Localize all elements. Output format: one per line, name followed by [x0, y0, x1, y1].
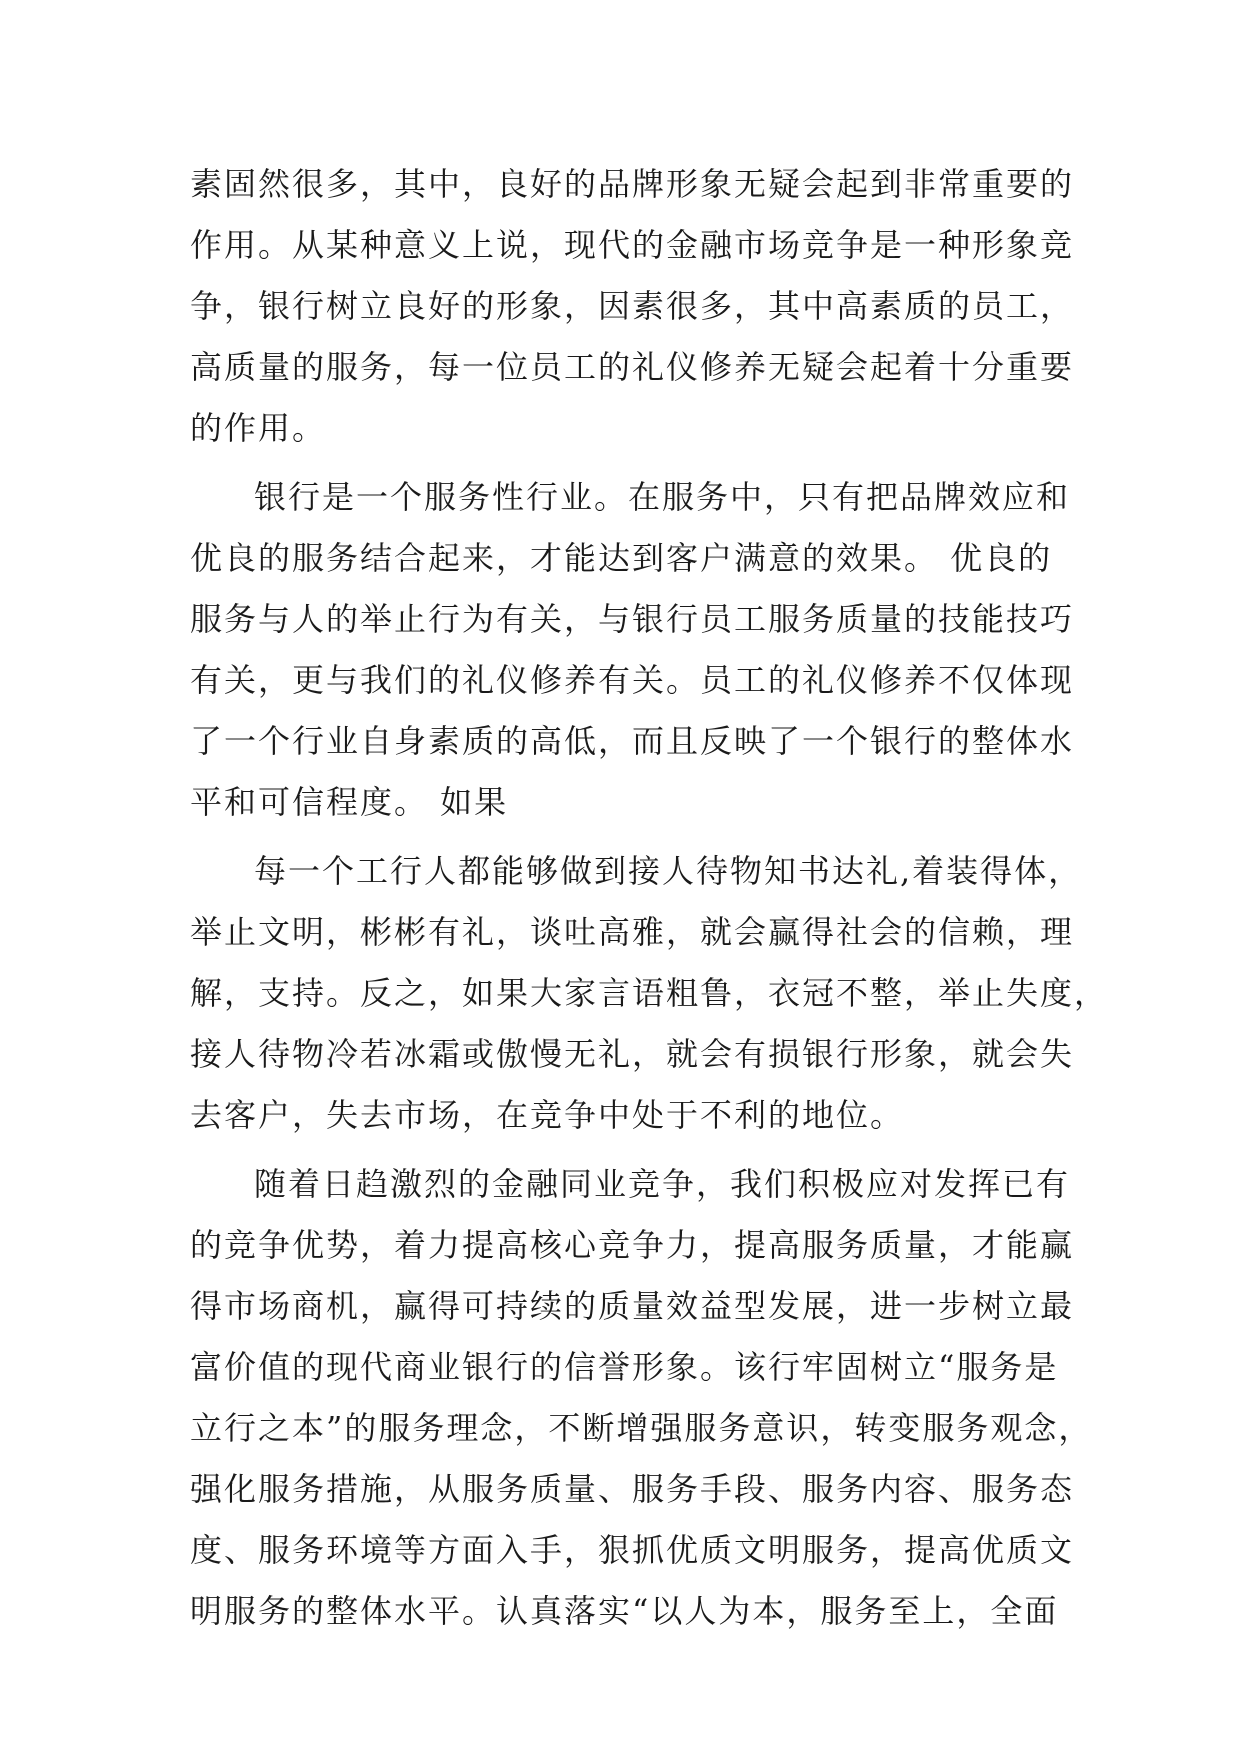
paragraph-line: 服务与人的举止行为有关，与银行员工服务质量的技能技巧 — [190, 600, 1075, 638]
paragraph-first-line: 每一个工行人都能够做到接人待物知书达礼,着装得体， — [254, 852, 1083, 890]
paragraph-line: 素固然很多，其中，良好的品牌形象无疑会起到非常重要的 — [190, 165, 1075, 203]
paragraph-first-line: 银行是一个服务性行业。在服务中，只有把品牌效应和 — [254, 478, 1071, 516]
paragraph-line: 解，支持。反之，如果大家言语粗鲁，衣冠不整，举止失度， — [190, 974, 1109, 1012]
paragraph-line: 高质量的服务，每一位员工的礼仪修养无疑会起着十分重要 — [190, 348, 1075, 386]
paragraph-1 — [190, 154, 1075, 459]
paragraph-line: 富价值的现代商业银行的信誉形象。该行牢固树立“服务是 — [190, 1348, 1059, 1386]
paragraph-line: 优良的服务结合起来，才能达到客户满意的效果。 优良的 — [190, 539, 1053, 577]
paragraph-4 — [190, 1154, 1093, 1642]
paragraph-line: 争，银行树立良好的形象，因素很多，其中高素质的员工， — [190, 287, 1075, 325]
paragraph-line: 了一个行业自身素质的高低，而且反映了一个银行的整体水 — [190, 722, 1075, 760]
paragraph-line: 作用。从某种意义上说，现代的金融市场竞争是一种形象竞 — [190, 226, 1075, 264]
paragraph-2 — [190, 467, 1075, 833]
paragraph-line: 去客户，失去市场，在竞争中处于不利的地位。 — [190, 1096, 905, 1134]
paragraph-line: 的竞争优势，着力提高核心竞争力，提高服务质量，才能赢 — [190, 1226, 1075, 1264]
paragraph-line: 得市场商机，赢得可持续的质量效益型发展，进一步树立最 — [190, 1287, 1075, 1325]
paragraph-line: 明服务的整体水平。认真落实“以人为本，服务至上，全面 — [190, 1592, 1059, 1630]
paragraph-line: 举止文明，彬彬有礼，谈吐高雅，就会赢得社会的信赖，理 — [190, 913, 1075, 951]
paragraph-line: 的作用。 — [190, 409, 327, 447]
document-body — [190, 154, 1109, 1642]
paragraph-first-line: 随着日趋激烈的金融同业竞争，我们积极应对发挥已有 — [254, 1165, 1071, 1203]
paragraph-3 — [190, 841, 1109, 1146]
paragraph-line: 接人待物冷若冰霜或傲慢无礼，就会有损银行形象，就会失 — [190, 1035, 1075, 1073]
paragraph-line: 度、服务环境等方面入手，狠抓优质文明服务，提高优质文 — [190, 1531, 1075, 1569]
paragraph-line: 强化服务措施，从服务质量、服务手段、服务内容、服务态 — [190, 1470, 1075, 1508]
paragraph-line: 立行之本”的服务理念，不断增强服务意识，转变服务观念， — [190, 1409, 1093, 1447]
paragraph-line: 有关，更与我们的礼仪修养有关。员工的礼仪修养不仅体现 — [190, 661, 1075, 699]
paragraph-line: 平和可信程度。 如果 — [190, 783, 509, 821]
